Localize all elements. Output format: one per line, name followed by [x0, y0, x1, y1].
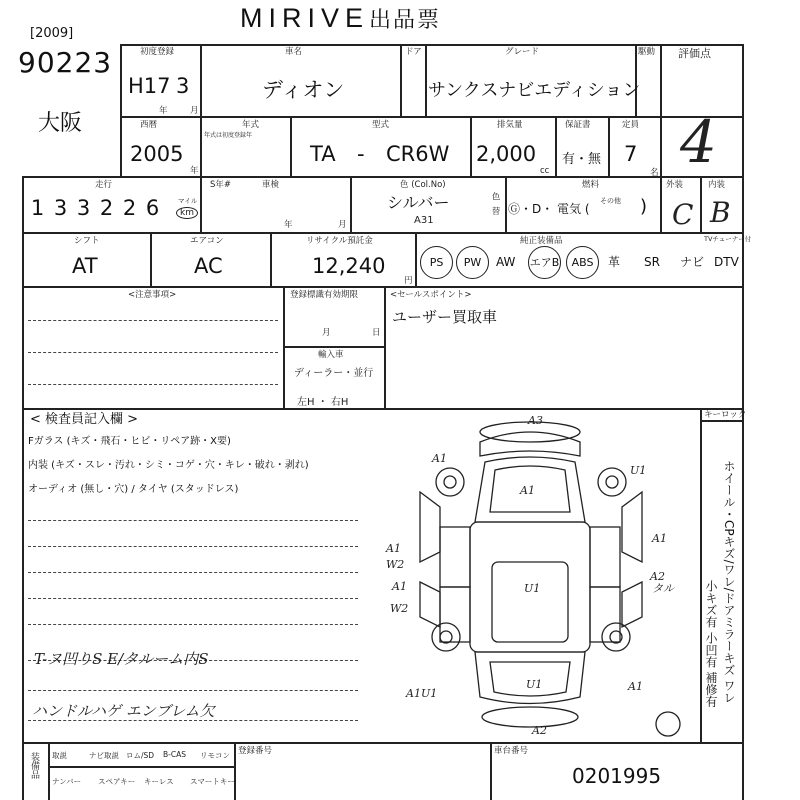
damage-mark: タル: [652, 582, 674, 595]
type-sep: -: [357, 142, 365, 166]
year-label: 西暦: [140, 120, 158, 130]
capacity-unit: 名: [650, 168, 659, 178]
equipment-dtv: DTV: [714, 255, 739, 269]
color-name: シルバー: [387, 193, 450, 212]
mileage-digits: [26, 196, 164, 220]
damage-mark: A1: [652, 532, 667, 545]
inspection-label: 車検: [262, 180, 280, 190]
footer-item-bottom: ナンバー: [52, 777, 82, 786]
car-damage-diagram: [380, 412, 698, 742]
cc-unit: cc: [540, 166, 550, 176]
equipment-エアb: エアB: [528, 246, 561, 279]
equipment-ps: PS: [420, 246, 453, 279]
mileage-digit: 3: [76, 196, 91, 220]
reg-day-unit: 日: [372, 328, 381, 338]
color-change-label: 色替: [490, 192, 500, 221]
equipment-aw: AW: [496, 255, 516, 269]
warranty-label: 保証書: [565, 120, 591, 130]
damage-mark: A1: [432, 452, 447, 465]
rating-score: 4: [680, 108, 717, 176]
damage-mark: A1U1: [406, 687, 438, 700]
first-reg-era: H17: [128, 74, 171, 98]
model-year: 2005: [130, 142, 184, 166]
footer-item-bottom: スマートキー: [190, 777, 235, 786]
year-tag: [2009]: [30, 26, 74, 41]
footer-item-top: ロム/SD: [126, 751, 155, 760]
aircon: AC: [194, 254, 223, 278]
exterior-grade: C: [672, 198, 694, 231]
exterior-label: 外装: [666, 180, 684, 190]
door-label: ドア: [405, 47, 422, 57]
damage-mark: A3: [528, 414, 543, 427]
damage-mark: U1: [630, 464, 647, 477]
month-unit: 月: [190, 106, 199, 116]
chassis-number: 0201995: [572, 764, 662, 788]
km-unit: km: [176, 207, 198, 219]
recycle-label: リサイクル預託金: [306, 236, 373, 246]
mileage-label: 走行: [95, 180, 113, 190]
recycle-deposit: 12,240: [312, 254, 386, 278]
footer-item-top: ナビ取説: [89, 751, 119, 760]
damage-mark: A2: [532, 724, 547, 737]
inspector-line-2: 内装 (キズ・スレ・汚れ・シミ・コゲ・穴・キレ・破れ・剥れ): [28, 460, 309, 471]
displacement: 2,000: [476, 142, 537, 166]
form-title: [240, 3, 441, 34]
equipment-sr: SR: [644, 255, 660, 269]
sales-point: ユーザー買取車: [392, 308, 498, 326]
side-note-1: ホイール・CPキズ/ワレ/ドアミラーキズ ワレ: [722, 460, 736, 704]
inspection-month-unit: 月: [338, 220, 347, 230]
capacity: 7: [624, 142, 638, 166]
footer-item-top: B-CAS: [163, 750, 186, 759]
inspector-handwriting-2: ハンドルハゲ エンブレム欠: [32, 702, 215, 720]
chassis-label: 車台番号: [494, 746, 529, 756]
equipment-pw: PW: [456, 246, 489, 279]
mile-unit: マイル: [178, 197, 198, 205]
equip-footer-label: 装備品: [29, 752, 39, 779]
mileage-digit: 6: [145, 196, 160, 220]
sales-point-label: <セールスポイント>: [390, 290, 472, 300]
type-prefix: TA: [310, 142, 336, 166]
inspector-handwriting-1: T-ヌ凹りS E/タルーム内S: [34, 650, 209, 668]
grade-label: グレード: [505, 47, 540, 57]
inspection-year-unit: 年: [284, 220, 293, 230]
damage-mark: A2: [650, 570, 665, 583]
damage-mark: U1: [524, 582, 541, 595]
inspector-heading: < 検査員記入欄 >: [30, 412, 139, 427]
type-label: 型式: [372, 120, 390, 130]
fuel-options: Ⓖ・D・ 電気 (: [508, 202, 590, 216]
mileage-digit: 2: [122, 196, 137, 220]
footer-item-bottom: スペアキー: [98, 777, 136, 786]
damage-mark: W2: [390, 602, 409, 615]
interior-label: 内装: [708, 180, 726, 190]
region-name: 大阪: [38, 111, 83, 136]
drive-label: 駆動: [638, 47, 656, 57]
car-name-label: 車名: [285, 47, 303, 57]
handle-option: 左H ・ 右H: [297, 397, 349, 408]
warranty: 有・無: [562, 152, 602, 167]
footer-item-top: 取説: [52, 751, 67, 760]
yen-unit: 円: [404, 276, 413, 286]
equipment-革: 革: [608, 255, 621, 269]
mileage-digit: 2: [99, 196, 114, 220]
damage-mark: W2: [386, 558, 405, 571]
grade: サンクスナビエディション: [428, 80, 641, 101]
tuner-label: TVチューナー付: [704, 235, 752, 243]
damage-mark: A1: [392, 580, 407, 593]
damage-mark: A1: [520, 484, 535, 497]
keylock-label: キーロック: [704, 410, 747, 420]
first-reg-month: 3: [176, 74, 190, 98]
footer-item-top: リモコン: [200, 751, 230, 760]
footer-item-bottom: キーレス: [144, 777, 174, 786]
car-name: ディオン: [262, 78, 345, 102]
fuel-label: 燃料: [582, 180, 600, 190]
type-code: CR6W: [386, 142, 450, 166]
reg-number-label: 登録番号: [238, 746, 273, 756]
shift: AT: [72, 254, 98, 278]
s-label: S年#: [210, 180, 232, 190]
inspector-line-1: Fガラス (キズ・飛石・ヒビ・リペア跡・X要): [28, 436, 231, 447]
rating-label: 評価点: [678, 47, 711, 60]
equipment-label: 純正装備品: [520, 236, 563, 246]
title-suffix: 出品票: [369, 7, 442, 32]
interior-grade: B: [710, 196, 731, 229]
mileage-digit: 1: [30, 196, 45, 220]
equipment-ナビ: ナビ: [680, 255, 705, 269]
damage-mark: U1: [526, 678, 543, 691]
reg-month-unit: 月: [322, 328, 331, 338]
first-reg-label: 初度登録: [140, 47, 175, 57]
fuel-other-label: その他: [600, 197, 621, 205]
lot-number: 90223: [18, 46, 113, 79]
year-unit-2: 年: [190, 166, 199, 176]
capacity-label: 定員: [622, 120, 640, 130]
brand-name: MIRIVE: [240, 3, 370, 33]
damage-mark: A1: [628, 680, 643, 693]
model-year-sub: 年式は初度登録年: [204, 132, 253, 139]
damage-mark: A1: [386, 542, 401, 555]
registration-label: 登録標識有効期限: [290, 290, 359, 300]
color-label: 色 (Col.No): [400, 180, 446, 190]
caution-label: <注意事項>: [128, 290, 177, 300]
mileage-digit: 3: [53, 196, 68, 220]
dealer-option: ディーラー・並行: [294, 368, 374, 379]
import-label: 輸入車: [318, 350, 344, 360]
fuel-close: ): [640, 196, 648, 217]
model-year-label: 年式: [242, 120, 260, 130]
equipment-abs: ABS: [566, 246, 599, 279]
year-unit: 年: [159, 106, 168, 116]
inspector-line-3: オーディオ (無し・穴) / タイヤ (スタッドレス): [28, 484, 239, 495]
shift-label: シフト: [74, 236, 100, 246]
aircon-label: エアコン: [190, 236, 224, 246]
side-note-2: 小キズ有 小凹有 補修有: [704, 580, 718, 708]
color-code: A31: [414, 215, 434, 226]
displacement-label: 排気量: [497, 120, 523, 130]
